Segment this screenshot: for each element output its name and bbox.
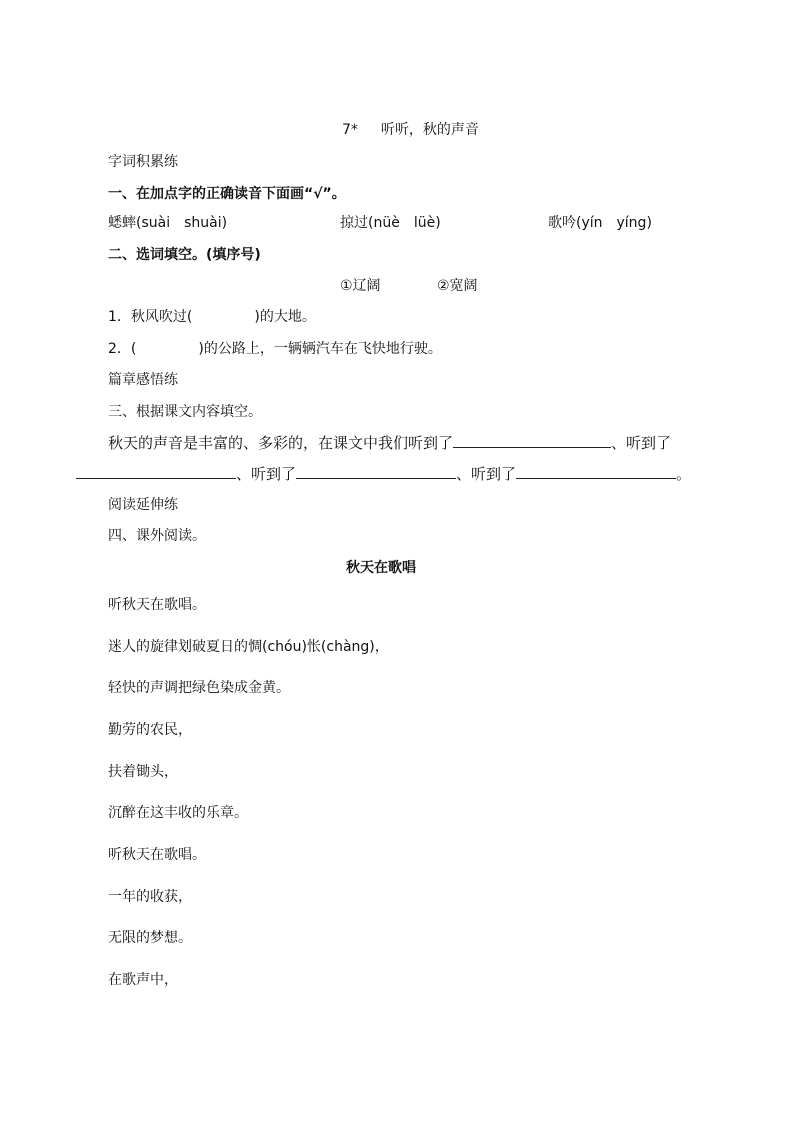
poem-line: 无限的梦想。	[108, 930, 192, 946]
fill-sentence-2-post: )的公路上，一辆辆汽车在飞快地行驶。	[198, 341, 442, 357]
fill-sentence-1	[108, 307, 316, 327]
fill-sentence-1-pre: 1．秋风吹过(	[108, 309, 193, 325]
fill-sentence-2	[108, 339, 442, 359]
separator-2: 、听到了	[456, 465, 517, 483]
answer-line-1[interactable]	[453, 433, 611, 448]
question-3-line-2	[76, 464, 691, 484]
poem-line: 勤劳的农民，	[108, 722, 192, 738]
question-3-text: 秋天的声音是丰富的、多彩的，在课文中我们听到了	[108, 434, 454, 452]
pinyin-item-1: 蟋蟀(suài shuài)	[108, 215, 228, 231]
poem-line: 迷人的旋律划破夏日的惆(chóu)怅(chàng)，	[108, 639, 389, 655]
poem-title: 秋天在歌唱	[346, 560, 416, 576]
answer-line-2[interactable]	[76, 464, 236, 479]
word-option-2: ②宽阔	[437, 278, 478, 294]
word-option-1: ①辽阔	[340, 278, 381, 294]
poem-line: 沉醉在这丰收的乐章。	[108, 805, 248, 821]
fill-sentence-2-pre: 2．(	[108, 341, 137, 357]
separator-1: 、听到了	[236, 465, 297, 483]
section-heading-vocabulary: 字词积累练	[108, 154, 178, 170]
question-4-heading: 四、课外阅读。	[108, 528, 206, 544]
lesson-title-text: 听听，秋的声音	[380, 122, 479, 138]
section-heading-reading: 阅读延伸练	[108, 497, 178, 513]
pinyin-item-3: 歌吟(yín yíng)	[548, 215, 652, 231]
pinyin-item-2: 掠过(nüè lüè)	[340, 215, 441, 231]
lesson-title	[342, 120, 479, 140]
question-3-line-1	[108, 433, 671, 453]
line-end-period: 。	[676, 465, 692, 483]
poem-line: 一年的收获，	[108, 889, 192, 905]
poem-line: 轻快的声调把绿色染成金黄。	[108, 680, 290, 696]
answer-line-3[interactable]	[296, 464, 456, 479]
answer-line-4[interactable]	[516, 464, 676, 479]
fill-sentence-1-post: )的大地。	[254, 309, 316, 325]
section-heading-comprehension: 篇章感悟练	[108, 372, 178, 388]
poem-line: 听秋天在歌唱。	[108, 847, 206, 863]
question-1-heading: 一、在加点字的正确读音下面画“√”。	[108, 186, 346, 202]
question-3-heading: 三、根据课文内容填空。	[108, 404, 262, 420]
question-3-line-1-end: 、听到了	[611, 434, 672, 452]
question-2-heading: 二、选词填空。(填序号)	[108, 247, 261, 263]
poem-line: 扶着锄头，	[108, 764, 178, 780]
poem-line: 在歌声中，	[108, 972, 178, 988]
poem-line: 听秋天在歌唱。	[108, 597, 206, 613]
lesson-number: 7*	[342, 122, 358, 138]
